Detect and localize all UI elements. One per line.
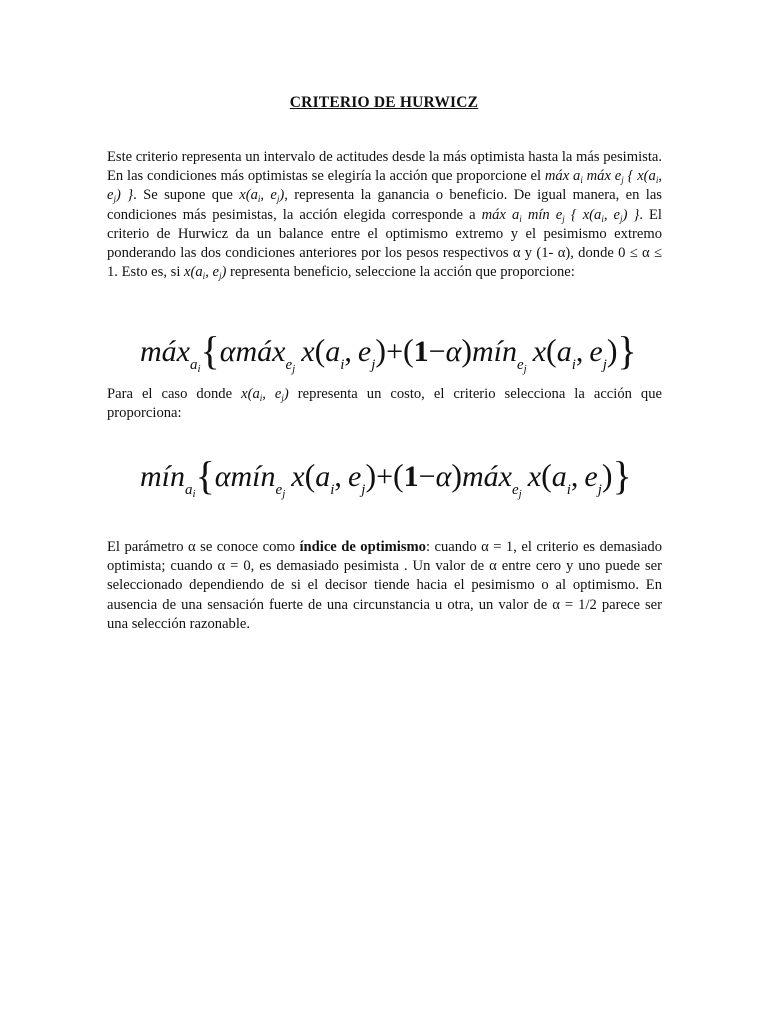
term-optimism-index: índice de optimismo <box>299 539 426 555</box>
paragraph-cost: Para el caso donde $x(a_i$, $e_j$) representa un costo, el criterio selecciona la acción que proporciona: <box>107 386 663 422</box>
expr-x-ai-ej-2: $x(a_i$, $e_j$) <box>184 264 227 282</box>
formula-benefit: máx$_{a_i}${αmáx$_{e_j}$ $x(a_i$, $e_j)+(1-\alpha)mín_{e_j}$ $x(a_i$, $e_j$)} <box>140 328 637 375</box>
expr-x-ai-ej-3: $x(a_i$, $e_j$) <box>241 386 289 403</box>
formula-cost: mín$_{a_i}${αmín$_{e_j}$ $x(a_i$, $e_j)+(1-\alpha)máx_{e_j}$ $x(a_i$, $e_j$)} <box>140 453 632 500</box>
page-title: CRITERIO DE HURWICZ <box>289 94 479 111</box>
paragraph-intro: Este criterio representa un intervalo de actitudes desde la más optimista hasta la más pesimista. En las condiciones más optimistas se elegiría la acción que proporcione el máx $a_i$ máx $e_j$ { $x(a_i$, $e_j$) }. Se supone que $x(a_i$, $e_j$), representa la ganancia o beneficio. De igual manera, en las condiciones más pesimistas, la acción elegida corresponde a máx $a_i$ mín $e_j$ { $x(a_i$, $e_j$) }. El criterio de Hurwicz da un balance entre el optimismo extremo y el pesimismo extremo ponderando las dos condiciones anteriores por los pesos respectivos α y (1- α), donde 0 ≤ α ≤ 1. Esto es, si $x(a_i$, $e_j$) representa beneficio, seleccione la acción que proporcione: <box>107 149 662 282</box>
paragraph-optimism-index: El parámetro α se conoce como índice de optimismo: cuando α = 1, el criterio es demasiado optimista; cuando α = 0, es demasiado pesimista . Un valor de α entre cero y uno puede ser seleccionado dependiendo de si el decisor tiende hacia el pesimismo o al optimismo. En ausencia de una sensación fuerte de una circunstancia u otra, un valor de α = 1/2 parece ser una selección razonable. <box>107 539 662 632</box>
expr-max-min: máx $a_i$ mín $e_j$ { $x(a_i$, $e_j$) } <box>481 206 640 224</box>
expr-x-ai-ej: $x(a_i$, $e_j$), <box>239 187 288 205</box>
expr-max-max: máx $a_i$ máx $e_j$ { $x(a_i$, $e_j$) } <box>107 168 662 205</box>
